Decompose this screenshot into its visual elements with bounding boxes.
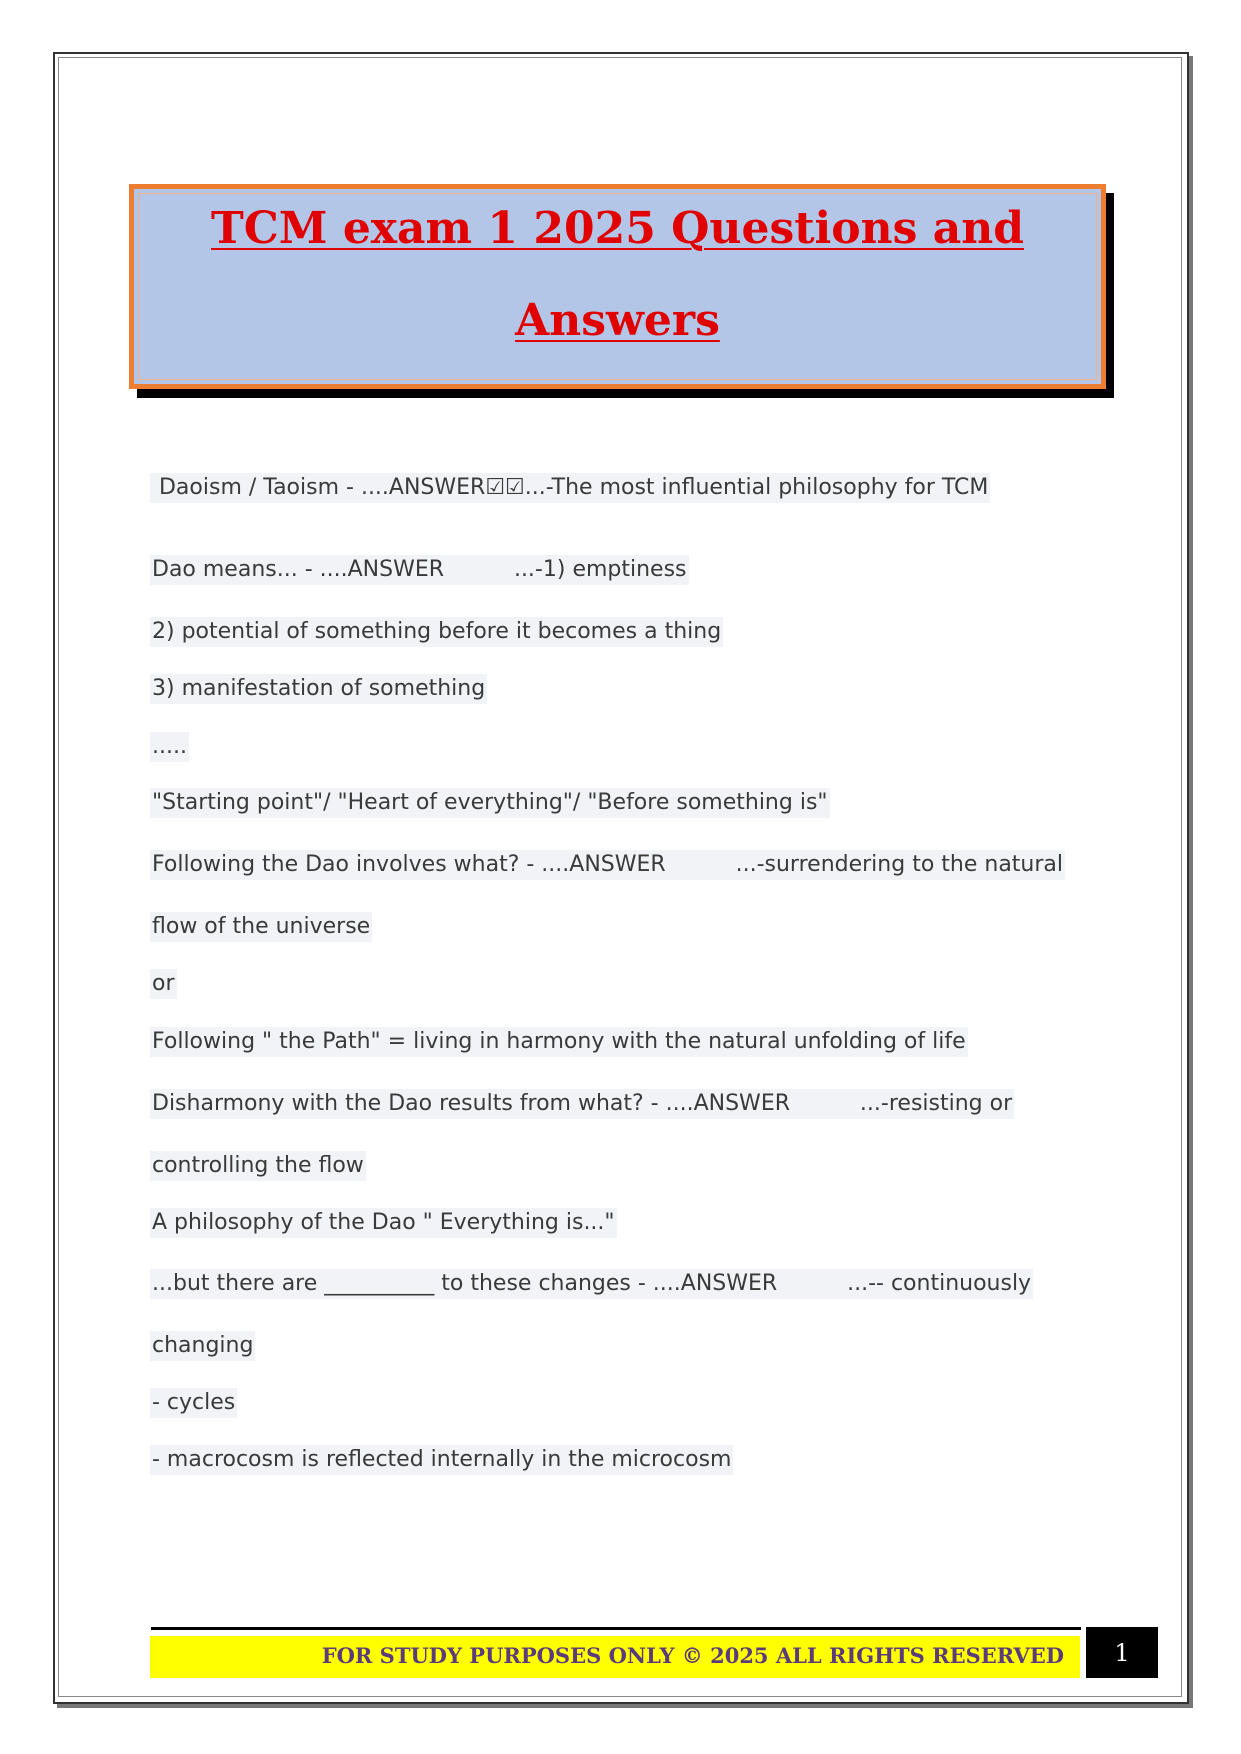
footer-text: FOR STUDY PURPOSES ONLY © 2025 ALL RIGHTS RESERVED bbox=[321, 1643, 1064, 1668]
content-line: Following " the Path" = living in harmony with the natural unfolding of life bbox=[150, 1027, 968, 1057]
content-line: flow of the universe bbox=[150, 912, 372, 942]
content-line: Daoism / Taoism - ....ANSWER☑☑...-The most influential philosophy for TCM bbox=[150, 473, 990, 503]
content-line: - cycles bbox=[150, 1388, 237, 1418]
content-line: changing bbox=[150, 1331, 255, 1361]
content-line: controlling the flow bbox=[150, 1151, 366, 1181]
title-box bbox=[129, 184, 1106, 389]
page-number-box bbox=[1086, 1627, 1158, 1678]
content-line: - macrocosm is reflected internally in the microcosm bbox=[150, 1445, 733, 1475]
content-line: A philosophy of the Dao " Everything is..." bbox=[150, 1208, 617, 1238]
document-title-line-1: TCM exam 1 2025 Questions and bbox=[211, 203, 1024, 254]
page-number: 1 bbox=[1114, 1639, 1130, 1667]
content-line: "Starting point"/ "Heart of everything"/ "Before something is" bbox=[150, 788, 830, 818]
content-line: 3) manifestation of something bbox=[150, 674, 487, 704]
content-line: ...but there are __________ to these changes - ....ANSWER ...-- continuously bbox=[150, 1269, 1033, 1299]
footer-rule bbox=[151, 1627, 1081, 1630]
content-line: or bbox=[150, 969, 177, 999]
document-title-line-2: Answers bbox=[515, 295, 720, 346]
content-line: 2) potential of something before it becomes a thing bbox=[150, 617, 723, 647]
footer-band bbox=[150, 1636, 1080, 1678]
content-line: Disharmony with the Dao results from what? - ....ANSWER ...-resisting or bbox=[150, 1089, 1014, 1119]
content-line: Following the Dao involves what? - ....ANSWER ...-surrendering to the natural bbox=[150, 850, 1065, 880]
content-line: ..... bbox=[150, 732, 189, 762]
content-line: Dao means... - ....ANSWER ...-1) emptiness bbox=[150, 555, 689, 585]
